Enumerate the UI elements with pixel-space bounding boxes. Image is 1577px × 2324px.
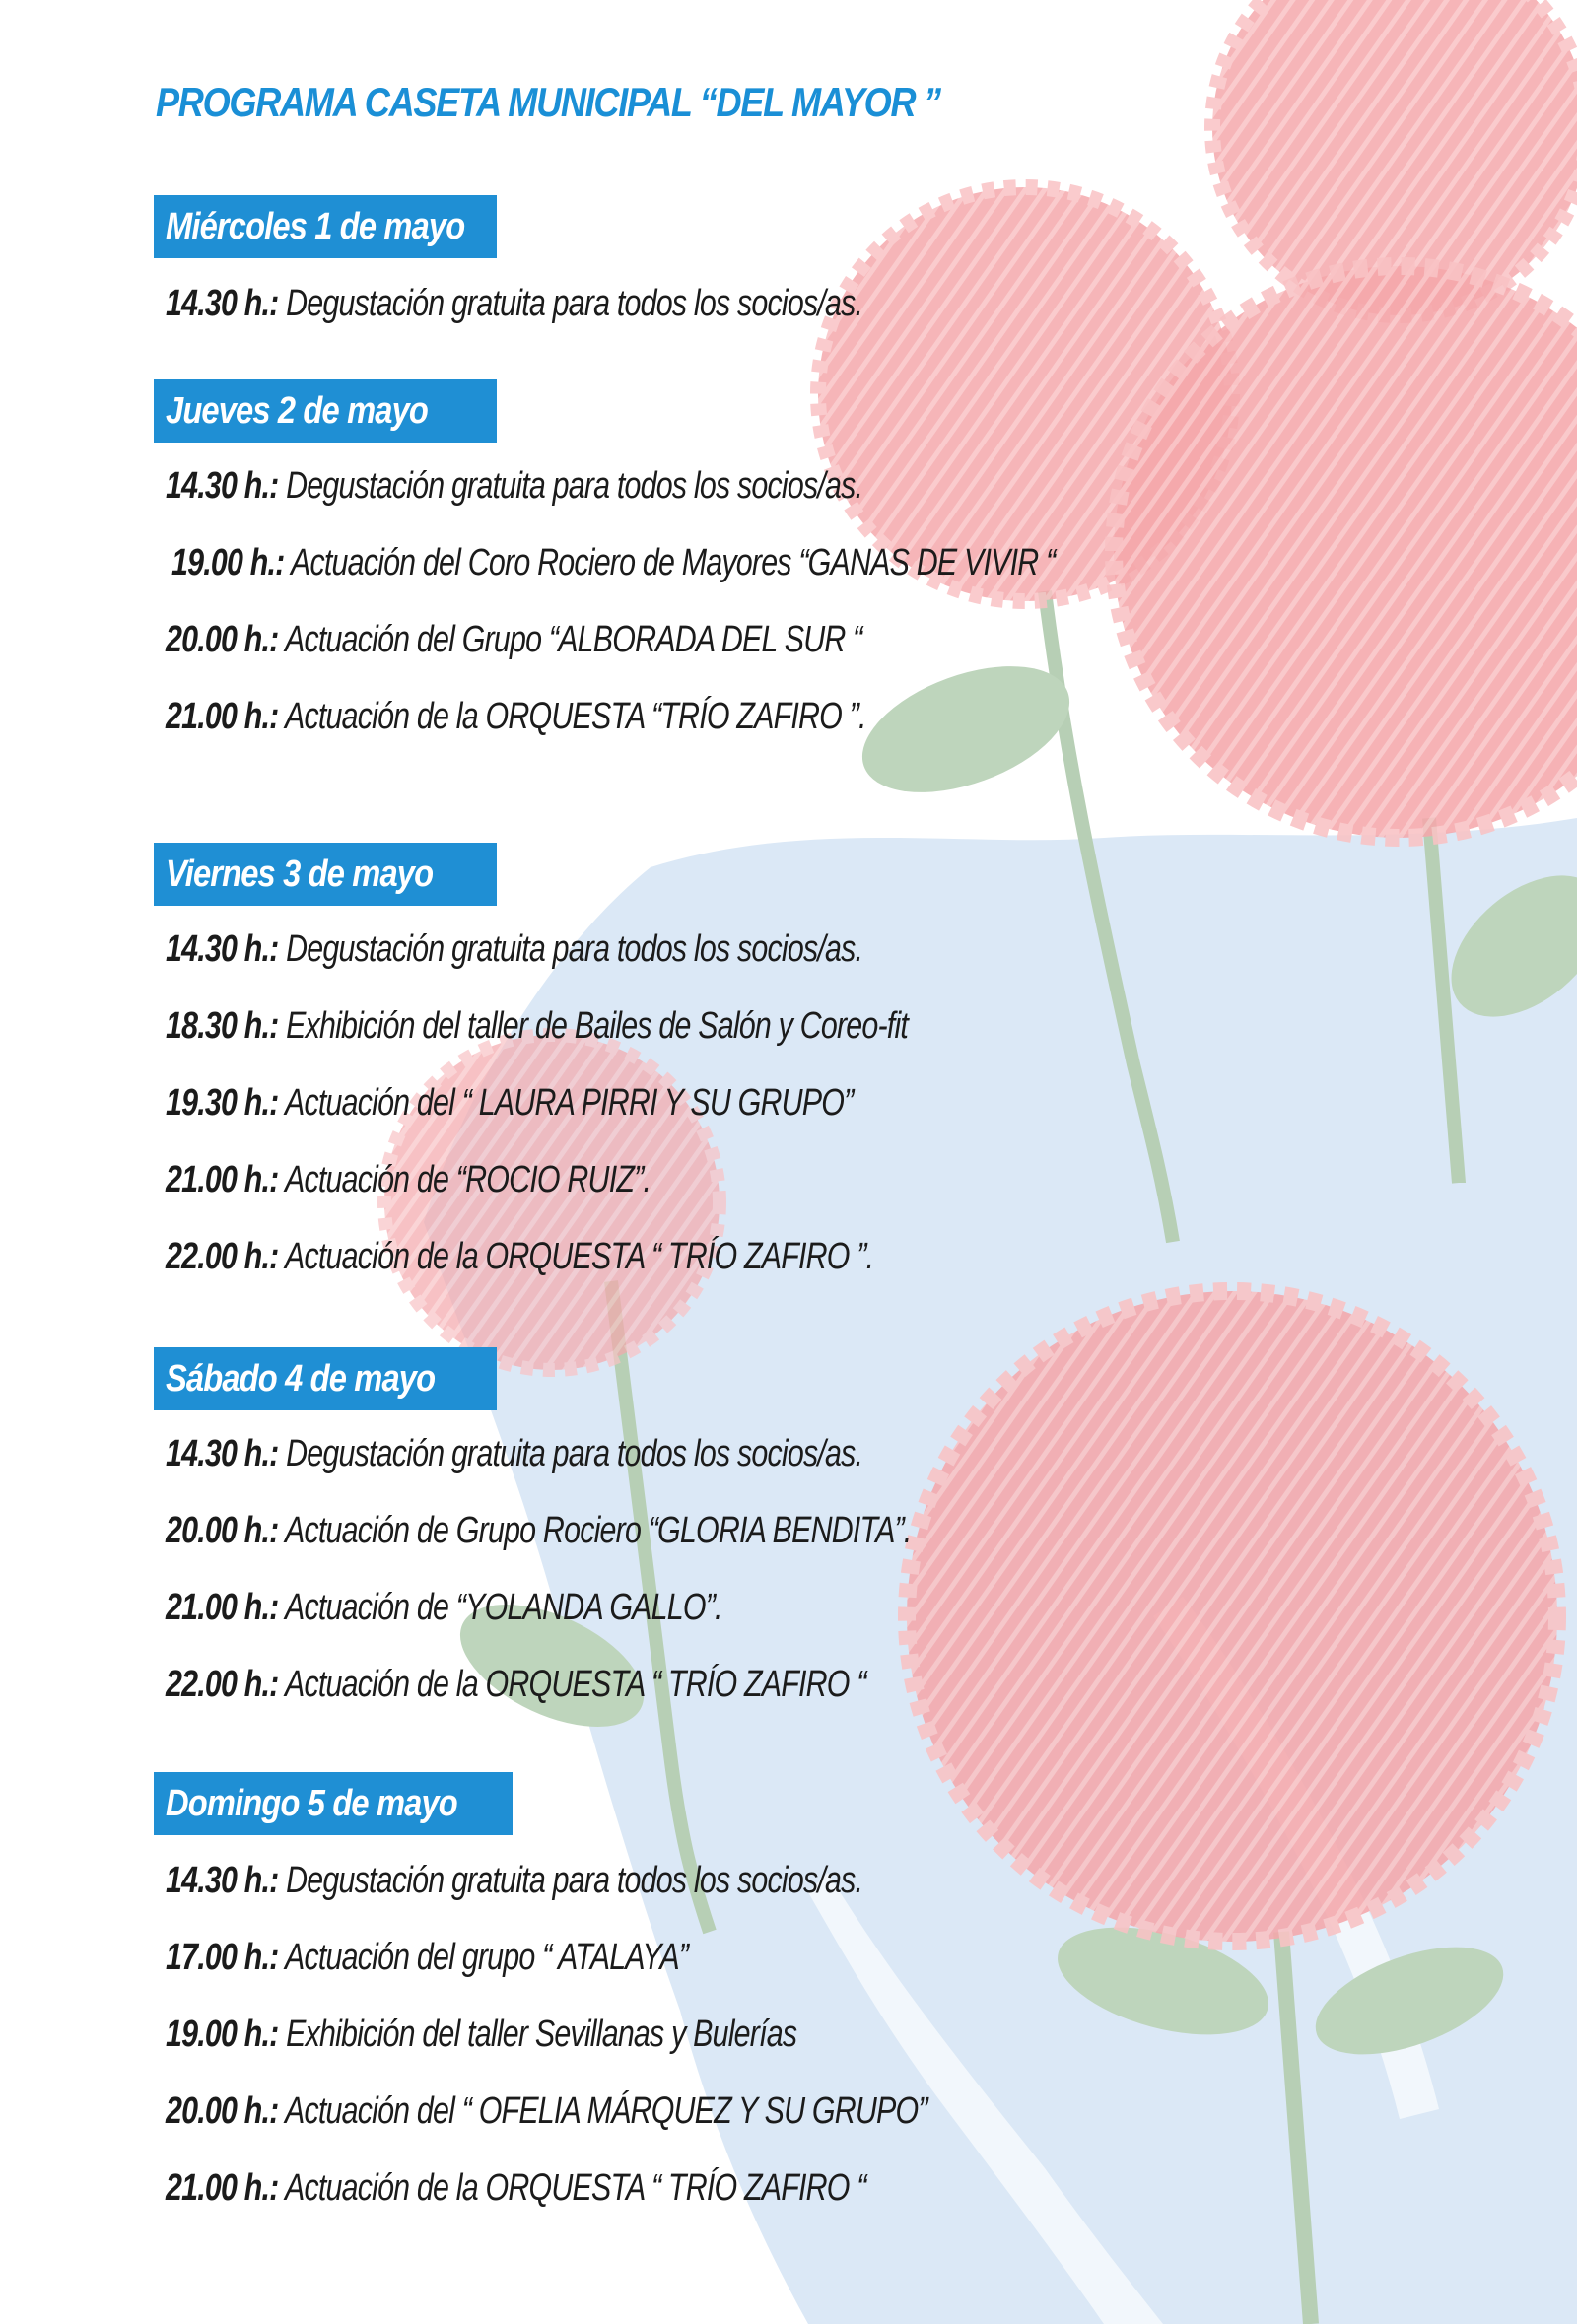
event-item: 14.30 h.: Degustación gratuita para todos los socios/as. [166,283,863,324]
event-item: 18.30 h.: Exhibición del taller de Bailes de Salón y Coreo-fit [166,1005,909,1047]
event-item: 14.30 h.: Degustación gratuita para todos los socios/as. [166,928,863,970]
event-item: 22.00 h.: Actuación de la ORQUESTA “ TRÍO ZAFIRO ”. [166,1236,874,1277]
event-item: 20.00 h.: Actuación de Grupo Rociero “GLORIA BENDITA”. [166,1510,912,1551]
event-item: 19.30 h.: Actuación del “ LAURA PIRRI Y SU GRUPO” [166,1082,854,1124]
event-item: 21.00 h.: Actuación de la ORQUESTA “ TRÍO ZAFIRO “ [166,2167,866,2209]
day-header: Viernes 3 de mayo [154,843,497,906]
event-item: 17.00 h.: Actuación del grupo “ ATALAYA” [166,1937,689,1978]
event-item: 14.30 h.: Degustación gratuita para todos los socios/as. [166,1433,863,1474]
event-item: 20.00 h.: Actuación del “ OFELIA MÁRQUEZ Y SU GRUPO” [166,2090,927,2132]
event-item: 19.00 h.: Exhibición del taller Sevillanas y Bulerías [166,2014,797,2055]
day-header: Sábado 4 de mayo [154,1347,497,1410]
event-item: 22.00 h.: Actuación de la ORQUESTA “ TRÍO ZAFIRO “ [166,1664,866,1705]
event-item: 14.30 h.: Degustación gratuita para todos los socios/as. [166,465,863,507]
event-item: 14.30 h.: Degustación gratuita para todos los socios/as. [166,1860,863,1901]
page-title: PROGRAMA CASETA MUNICIPAL “DEL MAYOR ” [156,79,940,125]
event-item: 21.00 h.: Actuación de “YOLANDA GALLO”. [166,1587,722,1628]
event-item: 19.00 h.: Actuación del Coro Rociero de Mayores “GANAS DE VIVIR “ [171,542,1056,583]
day-header: Jueves 2 de mayo [154,379,497,443]
day-header: Miércoles 1 de mayo [154,195,497,258]
event-item: 21.00 h.: Actuación de “ROCIO RUIZ”. [166,1159,651,1200]
event-item: 21.00 h.: Actuación de la ORQUESTA “TRÍO ZAFIRO ”. [166,696,866,737]
day-header: Domingo 5 de mayo [154,1772,513,1835]
event-item: 20.00 h.: Actuación del Grupo “ALBORADA DEL SUR “ [166,619,862,660]
